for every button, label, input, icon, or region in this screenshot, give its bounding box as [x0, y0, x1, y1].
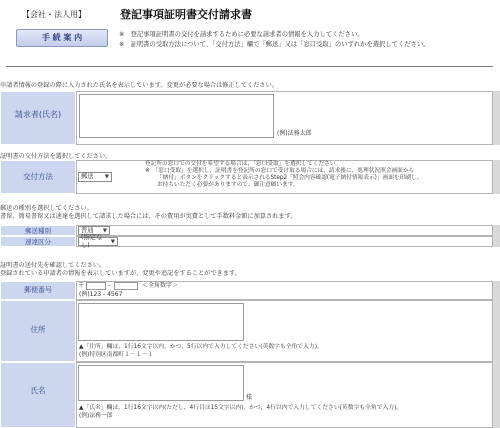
header-note-1: ※ 登記事項証明書の交付を請求するために必要な請求者の情報を入力してください。 [119, 31, 364, 38]
address-intro-1: 証明書の送付先を確認してください。 [0, 262, 106, 269]
delivery-note-2: ※ 「窓口受取」を選択し、証明書を登記所の窓口で受け取る場合には、請求後に、処理状況照会画面から [145, 168, 415, 174]
express-label: 速達区分 [0, 236, 76, 247]
postal-cell [76, 281, 493, 300]
delivery-note-3: 「納付」ボタンをクリックすると表示されるStep2「照会内容確認(電子納付情報表示)」画面を印刷し、 [157, 175, 423, 181]
postal-note: ＜全角数字＞ [142, 282, 179, 289]
address-example: (例)特別区南都町１－１－１ [79, 352, 154, 358]
recipient-name-input[interactable] [78, 365, 244, 401]
address-intro-2: 登録されている申請者の情報を表示していますが、変更や追記をすることができます。 [0, 270, 241, 277]
mail-intro-2: 書留、簡易書留又は速達を選択して請求した場合には、その費用が実費として手数料金額に加算されます。 [0, 213, 297, 220]
guide-button[interactable]: 手 続 案 内 [16, 29, 108, 47]
mail-type-value: 普通 [81, 226, 94, 234]
mail-type-label: 郵送種別 [0, 225, 76, 236]
address-section [0, 281, 500, 428]
requester-name-input[interactable] [79, 94, 274, 138]
postal-example: (例)123 - 4567 [79, 291, 123, 298]
requester-intro: 申請者情報の登録の際に入力された氏名を表示しています。変更が必要な場合は修正してください。 [0, 82, 278, 89]
mail-type-cell [76, 225, 493, 236]
chevron-down-icon: ▼ [104, 174, 109, 180]
express-value: (指定なし) [81, 233, 103, 249]
delivery-method-select[interactable] [78, 172, 112, 182]
postal-prefix: 〒 [78, 282, 85, 289]
delivery-resize-strip [493, 160, 500, 194]
recipient-name-suffix: 様 [246, 394, 253, 401]
address-note: ▲「住所」欄は，1行16文字以内，かつ，5行以内で入力してください(英数字も全角で入力)。 [79, 344, 323, 350]
express-select[interactable] [78, 233, 118, 249]
recipient-name-label: 氏名 [0, 362, 76, 428]
requester-resize-strip [493, 91, 500, 145]
delivery-label: 交付方法 [0, 160, 76, 194]
postal-code-first-input[interactable] [86, 282, 106, 290]
postal-label: 郵便番号 [0, 281, 76, 300]
category-label: 【会社・法人用】 [22, 10, 86, 19]
recipient-name-note: ▲「氏名」欄は，1行16文字以内(ただし，4行目は15文字以内)，かつ，4行以内で入力してください(英数字も全角で入力)。 [79, 405, 403, 411]
recipient-name-example: (例)法務一郎 [79, 413, 113, 419]
requester-label: 請求者(氏名) [0, 91, 76, 145]
delivery-section [0, 160, 500, 194]
postal-code-second-input[interactable] [114, 282, 138, 290]
chevron-down-icon: ▼ [110, 238, 115, 245]
page-title: 登記事項証明書交付請求書 [120, 8, 252, 21]
requester-example: (例)法務太郎 [277, 130, 312, 137]
mail-resize-strip [493, 225, 500, 247]
requester-section [0, 91, 500, 145]
chevron-down-icon: ▼ [102, 227, 107, 234]
address-resize-strip [493, 281, 500, 428]
delivery-note-1: 登記所の窓口での交付を希望する場合は、「窓口受取」を選択してください。 [145, 161, 342, 167]
header-divider [6, 66, 493, 67]
delivery-intro: 証明書の交付方法を選択してください。 [0, 153, 112, 160]
header-note-2: ※ 証明書の受取方法について、「交付方法」欄で「郵送」又は「窓口受取」のいずれかを選択してください。 [119, 41, 430, 48]
mail-section [0, 225, 500, 247]
postal-separator: - [108, 282, 111, 289]
delivery-note-4: お持ちいただく必要がありますので、御注意願います。 [157, 182, 299, 188]
mail-intro-1: 郵送の種別を選択してください。 [0, 205, 93, 212]
address-label: 住所 [0, 300, 76, 362]
express-cell [76, 236, 493, 247]
address-input[interactable] [78, 303, 244, 341]
delivery-select-value: 郵送 [81, 173, 94, 180]
